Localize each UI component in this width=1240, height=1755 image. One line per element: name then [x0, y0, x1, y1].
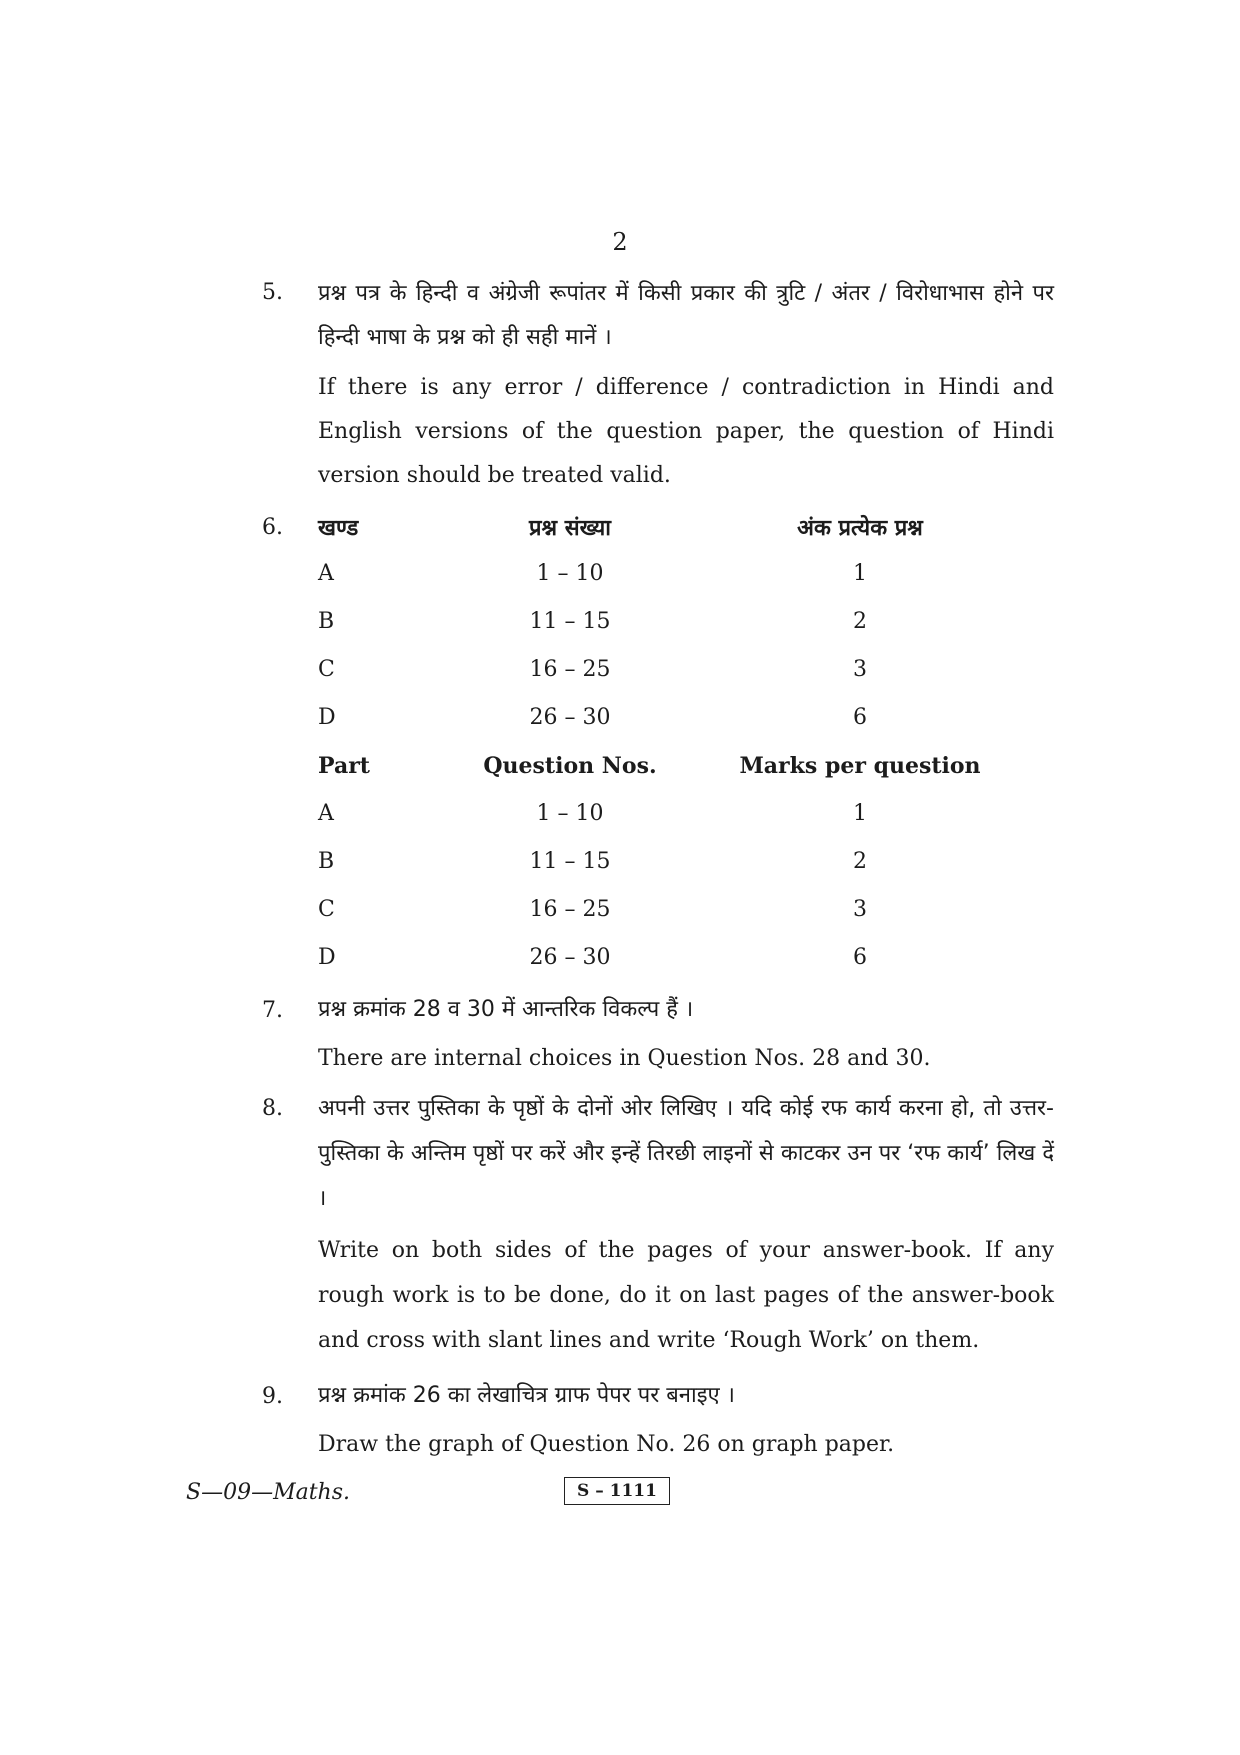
cell-marks: 6: [853, 945, 867, 970]
header-marks-hindi: अंक प्रत्येक प्रश्न: [797, 516, 923, 541]
cell-part: C: [318, 897, 335, 922]
cell-part: A: [318, 801, 334, 826]
header-question-nos-hindi: प्रश्न संख्या: [529, 516, 611, 541]
instruction-7-number: 7.: [262, 998, 283, 1023]
cell-part: B: [318, 609, 335, 634]
cell-marks: 1: [853, 801, 867, 826]
header-question-nos: Question Nos.: [483, 753, 657, 779]
instruction-9-number: 9.: [262, 1384, 283, 1409]
instruction-8-number: 8.: [262, 1096, 283, 1121]
cell-question-nos: 16 – 25: [529, 897, 611, 922]
cell-marks: 6: [853, 705, 867, 730]
cell-question-nos: 11 – 15: [529, 609, 611, 634]
footer-paper-code: S – 1111: [564, 1477, 670, 1505]
instruction-5-english: If there is any error / difference / contradiction in Hindi and English versions of the question paper, the question of Hindi version should be treated valid.: [318, 375, 1054, 488]
header-part: Part: [318, 753, 370, 779]
page-number: 2: [612, 228, 628, 256]
cell-part: D: [318, 705, 336, 730]
instruction-7-hindi: प्रश्न क्रमांक 28 व 30 में आन्तरिक विकल्प हैं ।: [318, 997, 694, 1022]
cell-marks: 3: [853, 657, 867, 682]
cell-marks: 2: [853, 849, 867, 874]
instruction-9-hindi: प्रश्न क्रमांक 26 का लेखाचित्र ग्राफ पेपर पर बनाइए ।: [318, 1383, 735, 1408]
cell-marks: 2: [853, 609, 867, 634]
cell-question-nos: 16 – 25: [529, 657, 611, 682]
header-part-hindi: खण्ड: [318, 516, 359, 541]
cell-part: A: [318, 561, 334, 586]
cell-marks: 3: [853, 897, 867, 922]
cell-question-nos: 26 – 30: [529, 945, 611, 970]
instruction-5-number: 5.: [262, 280, 283, 305]
cell-part: D: [318, 945, 336, 970]
instruction-5-hindi: प्रश्न पत्र के हिन्दी व अंग्रेजी रूपांतर में किसी प्रकार की त्रुटि / अंतर / विरोधाभास होने पर हिन्दी भाषा के प्रश्न को ही सही मानें ।: [318, 281, 1054, 350]
cell-part: C: [318, 657, 335, 682]
cell-marks: 1: [853, 561, 867, 586]
cell-question-nos: 11 – 15: [529, 849, 611, 874]
cell-part: B: [318, 849, 335, 874]
instruction-8-english: Write on both sides of the pages of your answer-book. If any rough work is to be done, do it on last pages of the answer-book and cross with slant lines and write ‘Rough Work’ on them.: [318, 1238, 1054, 1353]
cell-question-nos: 26 – 30: [529, 705, 611, 730]
instruction-8-hindi: अपनी उत्तर पुस्तिका के पृष्ठों के दोनों ओर लिखिए । यदि कोई रफ कार्य करना हो, तो उत्तर-पुस्तिका के अन्तिम पृष्ठों पर करें और इन्हें तिरछी लाइनों से काटकर उन पर ‘रफ कार्य’ लिख दें ।: [318, 1096, 1054, 1211]
cell-question-nos: 1 – 10: [536, 561, 604, 586]
cell-question-nos: 1 – 10: [536, 801, 604, 826]
instruction-7-english: There are internal choices in Question Nos. 28 and 30.: [318, 1046, 931, 1071]
instruction-6-number: 6.: [262, 515, 283, 540]
instruction-9-english: Draw the graph of Question No. 26 on graph paper.: [318, 1432, 895, 1457]
footer-paper-label: S—09—Maths.: [186, 1480, 351, 1505]
header-marks-per-question: Marks per question: [739, 753, 981, 779]
